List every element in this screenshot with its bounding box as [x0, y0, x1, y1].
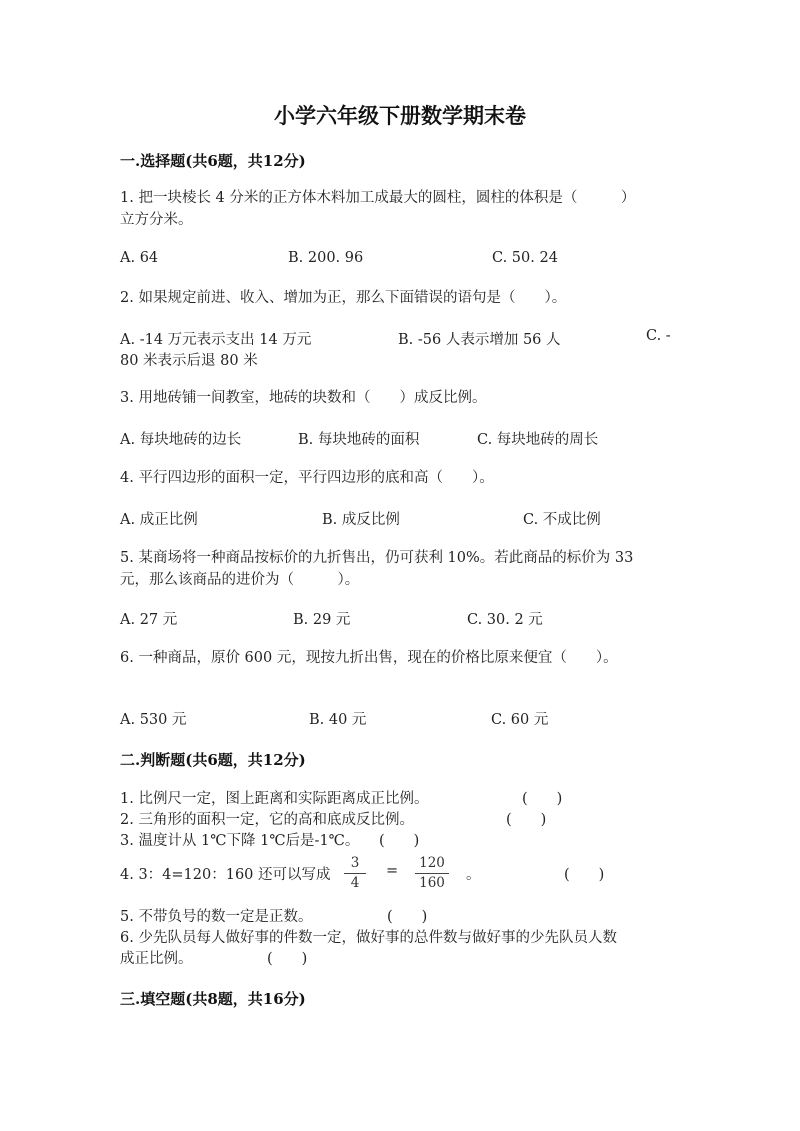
- fraction-2-numerator: 120: [415, 855, 449, 874]
- tf-item-6-line2: 成正比例。: [120, 951, 193, 967]
- question-3-option-c: C. 每块地砖的周长: [477, 432, 599, 448]
- tf-item-4-blank: ( ): [564, 867, 605, 883]
- question-2-option-c-continuation: 80 米表示后退 80 米: [120, 353, 258, 369]
- question-1-line1: 1. 把一块棱长 4 分米的正方体木料加工成最大的圆柱，圆柱的体积是（ ）: [120, 190, 636, 206]
- tf-item-1-blank: ( ): [522, 791, 563, 807]
- question-6-line1: 6. 一种商品，原价 600 元，现按九折出售，现在的价格比原来便宜（ ）。: [120, 650, 618, 666]
- tf-item-6-text: 6. 少先队员每人做好事的件数一定，做好事的总件数与做好事的少先队员人数: [120, 930, 617, 946]
- fraction-1-denominator: 4: [350, 875, 360, 891]
- tf-item-6-blank: ( ): [267, 951, 308, 967]
- tf-item-2-blank: ( ): [506, 812, 547, 828]
- question-4-option-b: B. 成反比例: [322, 512, 400, 528]
- question-5-option-a: A. 27 元: [120, 612, 178, 628]
- tf-item-5-blank: ( ): [387, 909, 428, 925]
- question-5-line1: 5. 某商场将一种商品按标价的九折售出，仍可获利 10%。若此商品的标价为 33: [120, 550, 634, 566]
- tf-item-1-text: 1. 比例尺一定，图上距离和实际距离成正比例。: [120, 791, 429, 807]
- question-2-option-c: C. -: [646, 328, 671, 344]
- question-2-option-b: B. -56 人表示增加 56 人: [398, 332, 561, 348]
- section-heading-fill-in: 三.填空题(共8题，共16分): [120, 990, 306, 1008]
- question-3-option-b: B. 每块地砖的面积: [298, 432, 420, 448]
- question-2-option-a: A. -14 万元表示支出 14 万元: [120, 332, 312, 348]
- question-4-option-c: C. 不成比例: [523, 512, 601, 528]
- question-1-line2: 立方分米。: [120, 212, 193, 228]
- fraction-1-numerator: 3: [344, 855, 366, 874]
- tf-item-2-text: 2. 三角形的面积一定，它的高和底成反比例。: [120, 812, 414, 828]
- question-1-option-c: C. 50. 24: [492, 250, 558, 266]
- question-5-line2: 元，那么该商品的进价为（ ）。: [120, 572, 360, 588]
- question-5-option-b: B. 29 元: [293, 612, 351, 628]
- tf-item-4-equals: =: [386, 863, 399, 879]
- tf-item-3-blank: ( ): [379, 833, 420, 849]
- question-6-option-c: C. 60 元: [491, 712, 549, 728]
- question-6-option-b: B. 40 元: [309, 712, 367, 728]
- question-1-option-b: B. 200. 96: [288, 250, 364, 266]
- question-4-line1: 4. 平行四边形的面积一定，平行四边形的底和高（ ）。: [120, 470, 494, 486]
- section-heading-true-false: 二.判断题(共6题，共12分): [120, 751, 306, 769]
- section-heading-choice: 一.选择题(共6题，共12分): [120, 152, 306, 170]
- question-3-line1: 3. 用地砖铺一间教室，地砖的块数和（ ）成反比例。: [120, 390, 487, 406]
- question-6-option-a: A. 530 元: [120, 712, 187, 728]
- tf-item-4-fraction-1: [344, 855, 366, 892]
- page-title: 小学六年级下册数学期末卷: [274, 103, 526, 128]
- tf-item-4-fraction-2: [415, 855, 449, 892]
- tf-item-5-text: 5. 不带负号的数一定是正数。: [120, 909, 313, 925]
- tf-item-4-end: 。: [466, 867, 481, 883]
- question-2-line1: 2. 如果规定前进、收入、增加为正，那么下面错误的语句是（ ）。: [120, 290, 567, 306]
- question-1-option-a: A. 64: [120, 250, 159, 266]
- tf-item-3-text: 3. 温度计从 1℃下降 1℃后是-1℃。: [120, 833, 360, 849]
- question-3-option-a: A. 每块地砖的边长: [120, 432, 242, 448]
- fraction-2-denominator: 160: [419, 875, 445, 891]
- question-4-option-a: A. 成正比例: [120, 512, 198, 528]
- question-5-option-c: C. 30. 2 元: [467, 612, 543, 628]
- tf-item-4-text: 4. 3：4=120：160 还可以写成: [120, 867, 331, 883]
